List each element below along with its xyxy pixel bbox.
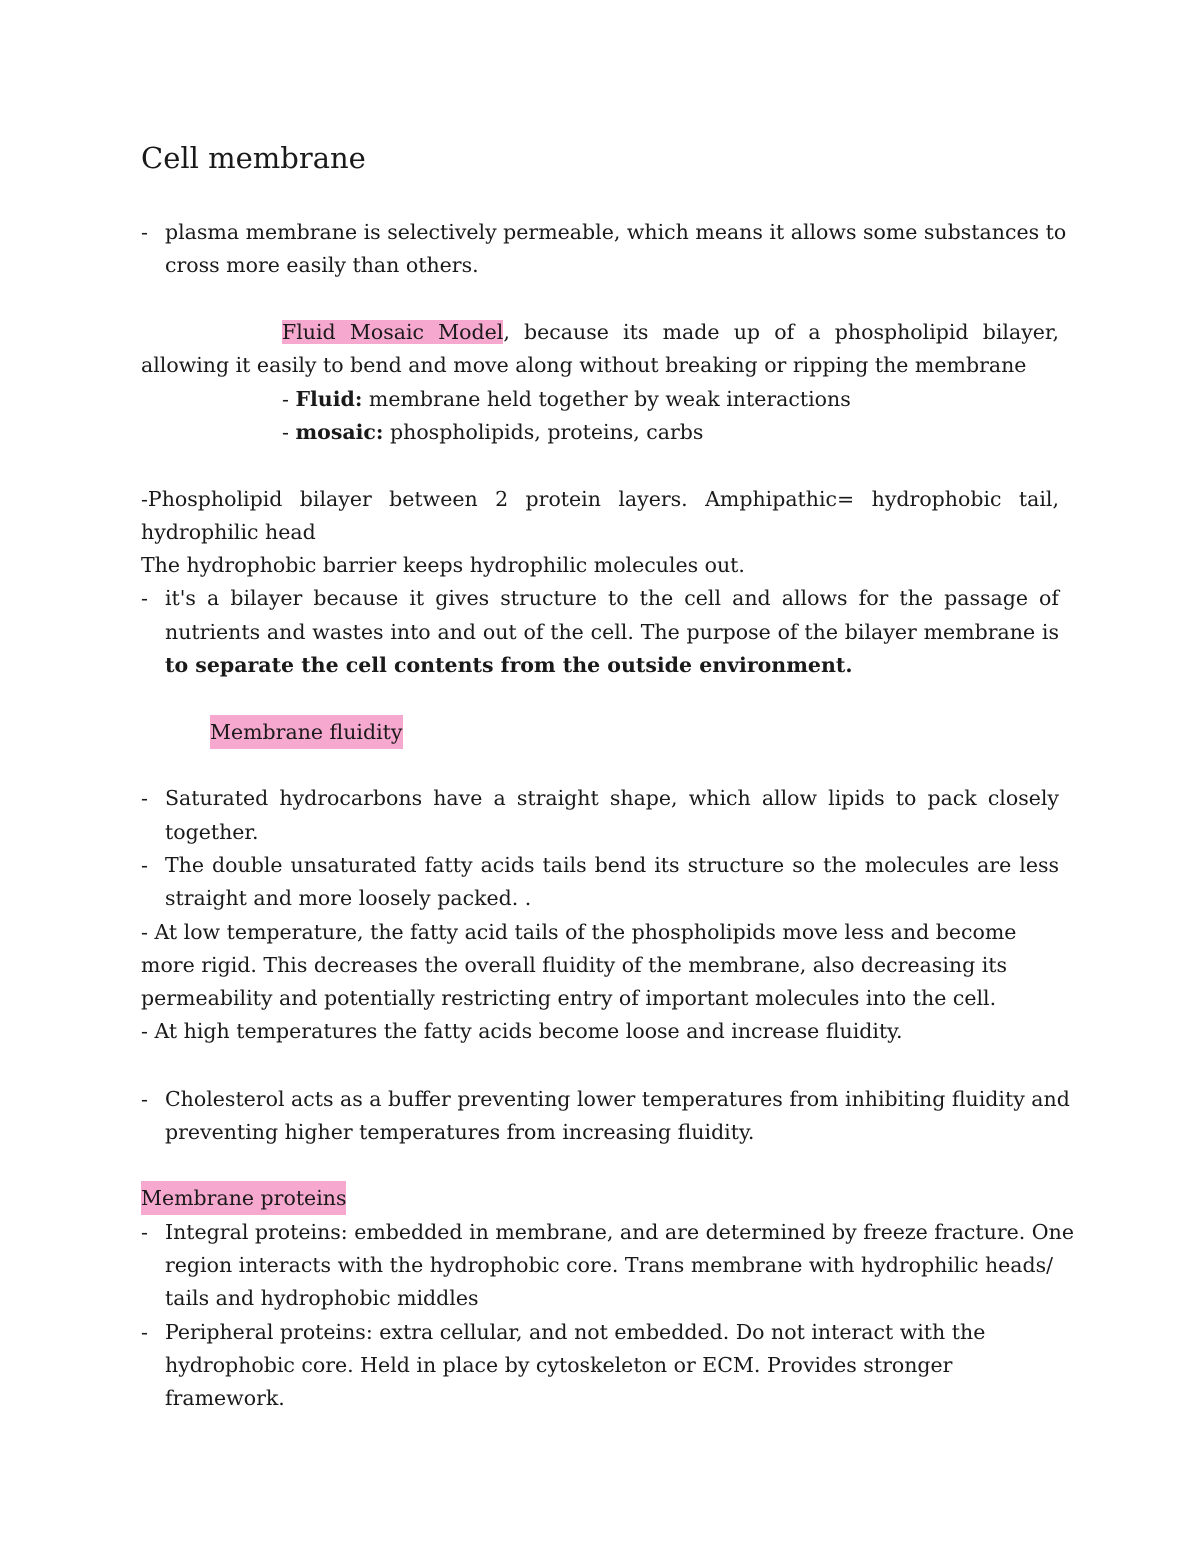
bold-line: to separate the cell contents from the outside environment. (165, 653, 853, 677)
list-item (0, 1215, 1200, 1249)
definition-line: - Fluid: membrane held together by weak interactions (282, 387, 851, 411)
fluid-definition (0, 382, 1200, 416)
paragraph-line: straight and more loosely packed. . (165, 886, 532, 910)
paragraph-line: -Phospholipid bilayer between 2 protein layers. Amphipathic= hydrophobic tail, (141, 487, 1059, 511)
paragraph-line: more rigid. This decreases the overall fluidity of the membrane, also decreasing its (141, 953, 1008, 977)
text-line (0, 1281, 1200, 1315)
paragraph-text: , because its made up of a phospholipid bilayer, (503, 320, 1059, 344)
paragraph-line: together. (165, 820, 259, 844)
section-heading (0, 715, 1200, 749)
text-line (0, 1014, 1200, 1048)
fluid-mosaic-line (0, 315, 1200, 349)
list-item (0, 1082, 1200, 1116)
text-line (0, 348, 1200, 382)
bullet-dash: - (141, 853, 148, 877)
bullet-dash: - (141, 1320, 148, 1344)
text-line (0, 948, 1200, 982)
text-line (0, 615, 1200, 649)
paragraph-line: hydrophilic head (141, 520, 316, 544)
text-line (0, 981, 1200, 1015)
definition-line: - mosaic: phospholipids, proteins, carbs (282, 420, 704, 444)
text-line (0, 1348, 1200, 1382)
text-line (0, 1381, 1200, 1415)
paragraph-line: The double unsaturated fatty acids tails bend its structure so the molecules are less (165, 853, 1059, 877)
section-heading (0, 1181, 1200, 1215)
bullet-dash: - (141, 1220, 148, 1244)
page-title: Cell membrane (141, 141, 366, 175)
paragraph-line: - At high temperatures the fatty acids become loose and increase fluidity. (141, 1019, 903, 1043)
list-item (0, 581, 1200, 615)
paragraph-line: Integral proteins: embedded in membrane, and are determined by freeze fracture. One (165, 1220, 1074, 1244)
paragraph-line: framework. (165, 1386, 285, 1410)
membrane-proteins-heading: Membrane proteins (141, 1181, 346, 1215)
paragraph-line: cross more easily than others. (165, 253, 479, 277)
text-line (0, 515, 1200, 549)
list-item (0, 781, 1200, 815)
paragraph-line: Peripheral proteins: extra cellular, and not embedded. Do not interact with the (165, 1320, 986, 1344)
mosaic-definition (0, 415, 1200, 449)
list-item (0, 1315, 1200, 1349)
paragraph-line: The hydrophobic barrier keeps hydrophilic molecules out. (141, 553, 745, 577)
list-item (0, 215, 1200, 249)
paragraph-line: region interacts with the hydrophobic core. Trans membrane with hydrophilic heads/ (165, 1253, 1054, 1277)
text-line (0, 1115, 1200, 1149)
bullet-dash: - (141, 786, 148, 810)
bullet-dash: - (141, 586, 148, 610)
text-line (0, 482, 1200, 516)
paragraph-line: preventing higher temperatures from increasing fluidity. (165, 1120, 755, 1144)
highlighted-term: Fluid Mosaic Model (282, 320, 504, 344)
paragraph-line: permeability and potentially restricting entry of important molecules into the cell. (141, 986, 997, 1010)
paragraph-line: Cholesterol acts as a buffer preventing lower temperatures from inhibiting fluidity and (165, 1087, 1070, 1111)
text-line (0, 915, 1200, 949)
paragraph-line: tails and hydrophobic middles (165, 1286, 479, 1310)
text-line (0, 548, 1200, 582)
paragraph-line (282, 315, 1059, 349)
paragraph-line: it's a bilayer because it gives structure to the cell and allows for the passage of (165, 586, 1059, 610)
membrane-fluidity-heading: Membrane fluidity (210, 715, 403, 749)
bullet-dash: - (141, 220, 148, 244)
text-line (0, 1248, 1200, 1282)
paragraph-line: allowing it easily to bend and move along without breaking or ripping the membrane (141, 353, 1027, 377)
bullet-dash: - (141, 1087, 148, 1111)
list-item (0, 848, 1200, 882)
definition-term: mosaic: (295, 420, 384, 444)
paragraph-line: - At low temperature, the fatty acid tails of the phospholipids move less and become (141, 920, 1017, 944)
paragraph-line: hydrophobic core. Held in place by cytoskeleton or ECM. Provides stronger (165, 1353, 953, 1377)
text-line (0, 648, 1200, 682)
definition-term: Fluid: (295, 387, 363, 411)
paragraph-line: nutrients and wastes into and out of the cell. The purpose of the bilayer membrane is (165, 620, 1059, 644)
paragraph-line: Saturated hydrocarbons have a straight shape, which allow lipids to pack closely (165, 786, 1059, 810)
text-line (0, 815, 1200, 849)
text-line (0, 881, 1200, 915)
text-line (0, 248, 1200, 282)
paragraph-line: plasma membrane is selectively permeable, which means it allows some substances to (165, 220, 1067, 244)
